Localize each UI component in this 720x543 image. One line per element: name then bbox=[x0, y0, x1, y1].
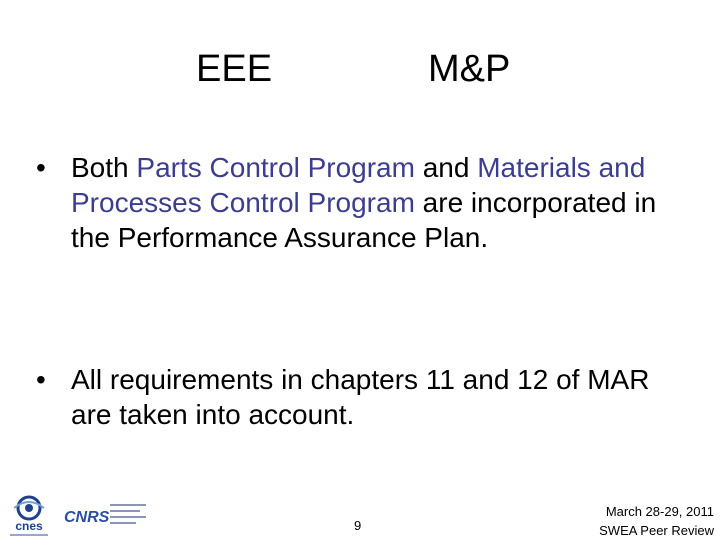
title-eee: EEE bbox=[196, 48, 273, 90]
highlight-parts-control: Parts Control Program bbox=[136, 152, 415, 183]
cnes-logo bbox=[4, 494, 54, 543]
cnrs-logo bbox=[62, 494, 152, 543]
cnes-logo-text: cnes bbox=[15, 519, 43, 533]
bullet-item-2 bbox=[36, 362, 696, 432]
title-mp: M&P bbox=[428, 48, 511, 90]
footer-date: March 28-29, 2011 bbox=[605, 504, 714, 519]
bullet-marker: • bbox=[36, 364, 46, 395]
bullet-text-segment: are incorporated in the Performance Assurance Plan. bbox=[71, 187, 657, 253]
bullet-text-1 bbox=[71, 150, 696, 255]
bullet-text-segment: and bbox=[414, 152, 478, 183]
bullet-text-2: All requirements in chapters 11 and 12 of MAR are taken into account. bbox=[71, 364, 650, 430]
footer-event-info bbox=[554, 502, 714, 540]
page-number: 9 bbox=[354, 518, 362, 533]
footer-event: SWEA Peer Review bbox=[599, 523, 714, 538]
bullet-marker: • bbox=[36, 152, 46, 183]
cnrs-logo-text: CNRS bbox=[64, 509, 110, 526]
highlight-mp-control: Materials and Processes Control Program bbox=[71, 152, 646, 218]
bullet-text-segment: Both bbox=[71, 152, 137, 183]
bullet-item-1 bbox=[36, 150, 696, 255]
